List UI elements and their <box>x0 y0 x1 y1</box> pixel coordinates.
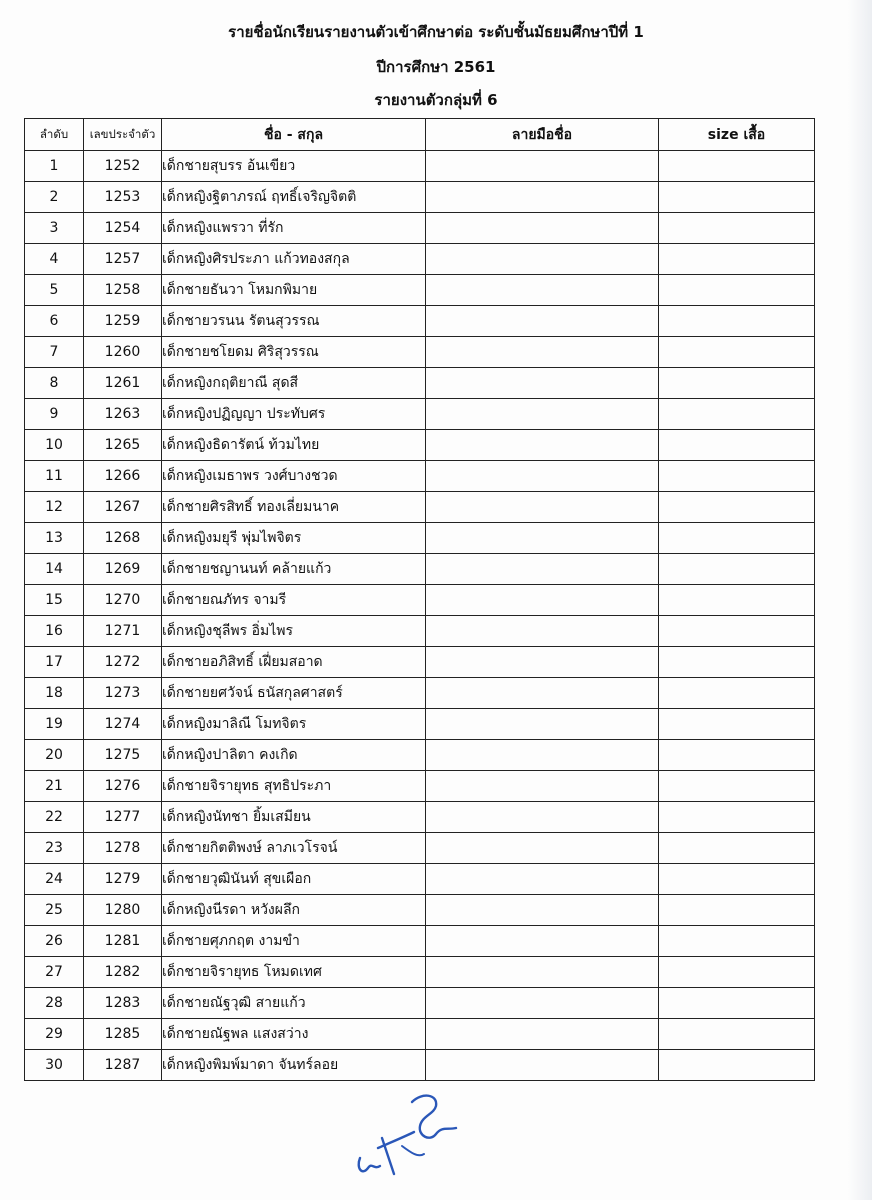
table-row <box>25 306 815 337</box>
table-header-row <box>25 119 815 151</box>
signature-cell <box>426 740 659 771</box>
table-row <box>25 399 815 430</box>
signature-cell <box>426 523 659 554</box>
signature-cell <box>426 678 659 709</box>
row-number: 9 <box>25 399 84 430</box>
shirt-size-cell <box>659 988 815 1019</box>
shirt-size-cell <box>659 244 815 275</box>
shirt-size-cell <box>659 151 815 182</box>
shirt-size-cell <box>659 430 815 461</box>
student-name: เด็กชายวรนน รัตนสุวรรณ <box>162 306 426 337</box>
table-row <box>25 430 815 461</box>
shirt-size-cell <box>659 492 815 523</box>
signature-cell <box>426 926 659 957</box>
signature-cell <box>426 554 659 585</box>
student-name: เด็กหญิงพิมพ์มาดา จันทร์ลอย <box>162 1050 426 1081</box>
row-number: 8 <box>25 368 84 399</box>
row-number: 10 <box>25 430 84 461</box>
student-id: 1275 <box>84 740 162 771</box>
row-number: 5 <box>25 275 84 306</box>
student-name: เด็กหญิงกฤติยาณี สุดสี <box>162 368 426 399</box>
student-id: 1278 <box>84 833 162 864</box>
row-number: 29 <box>25 1019 84 1050</box>
signature-cell <box>426 802 659 833</box>
signature-cell <box>426 213 659 244</box>
signature-cell <box>426 709 659 740</box>
signature-cell <box>426 647 659 678</box>
student-name: เด็กชายณัฐพล แสงสว่าง <box>162 1019 426 1050</box>
header-id: เลขประจำตัว <box>84 119 162 151</box>
row-number: 21 <box>25 771 84 802</box>
header-size: size เสื้อ <box>659 119 815 151</box>
shirt-size-cell <box>659 523 815 554</box>
student-name: เด็กชายชโยดม ศิริสุวรรณ <box>162 337 426 368</box>
student-name: เด็กชายศิรสิทธิ์ ทองเลี่ยมนาค <box>162 492 426 523</box>
student-id: 1260 <box>84 337 162 368</box>
document-title: รายชื่อนักเรียนรายงานตัวเข้าศึกษาต่อ ระดับชั้นมัธยมศึกษาปีที่ 1 <box>228 23 644 41</box>
student-id: 1287 <box>84 1050 162 1081</box>
table-row <box>25 492 815 523</box>
student-id: 1280 <box>84 895 162 926</box>
signature-cell <box>426 957 659 988</box>
shirt-size-cell <box>659 926 815 957</box>
shirt-size-cell <box>659 1019 815 1050</box>
signature-cell <box>426 306 659 337</box>
shirt-size-cell <box>659 182 815 213</box>
row-number: 7 <box>25 337 84 368</box>
signature-cell <box>426 430 659 461</box>
header-signature: ลายมือชื่อ <box>426 119 659 151</box>
student-id: 1267 <box>84 492 162 523</box>
student-name: เด็กหญิงแพรวา ที่รัก <box>162 213 426 244</box>
signature-cell <box>426 492 659 523</box>
student-name: เด็กชายธันวา โหมกพิมาย <box>162 275 426 306</box>
row-number: 26 <box>25 926 84 957</box>
table-row <box>25 616 815 647</box>
student-name: เด็กชายณภัทร จามรี <box>162 585 426 616</box>
student-id: 1269 <box>84 554 162 585</box>
signature-cell <box>426 833 659 864</box>
shirt-size-cell <box>659 740 815 771</box>
student-name: เด็กชายวุฒินันท์ สุขเผือก <box>162 864 426 895</box>
student-name: เด็กหญิงธิดารัตน์ ท้วมไทย <box>162 430 426 461</box>
header-name: ชื่อ - สกุล <box>162 119 426 151</box>
row-number: 28 <box>25 988 84 1019</box>
student-name: เด็กชายจิรายุทธ สุทธิประภา <box>162 771 426 802</box>
student-name: เด็กชายสุบรร อ้นเขียว <box>162 151 426 182</box>
student-id: 1283 <box>84 988 162 1019</box>
row-number: 11 <box>25 461 84 492</box>
shirt-size-cell <box>659 337 815 368</box>
shirt-size-cell <box>659 554 815 585</box>
row-number: 1 <box>25 151 84 182</box>
student-name: เด็กหญิงนัทชา ยิ้มเสมียน <box>162 802 426 833</box>
handwritten-signature <box>352 1088 462 1180</box>
table-row <box>25 213 815 244</box>
signature-cell <box>426 864 659 895</box>
table-row <box>25 182 815 213</box>
table-row <box>25 957 815 988</box>
signature-cell <box>426 771 659 802</box>
signature-cell <box>426 895 659 926</box>
shirt-size-cell <box>659 647 815 678</box>
table-row <box>25 461 815 492</box>
shirt-size-cell <box>659 895 815 926</box>
student-id: 1272 <box>84 647 162 678</box>
student-name: เด็กหญิงนีรดา หวังผลึก <box>162 895 426 926</box>
row-number: 19 <box>25 709 84 740</box>
signature-cell <box>426 182 659 213</box>
student-id: 1261 <box>84 368 162 399</box>
shirt-size-cell <box>659 585 815 616</box>
row-number: 30 <box>25 1050 84 1081</box>
row-number: 18 <box>25 678 84 709</box>
row-number: 3 <box>25 213 84 244</box>
row-number: 22 <box>25 802 84 833</box>
student-name: เด็กชายกิตติพงษ์ ลาภเวโรจน์ <box>162 833 426 864</box>
signature-cell <box>426 1019 659 1050</box>
table-row <box>25 244 815 275</box>
table-row <box>25 895 815 926</box>
student-id: 1259 <box>84 306 162 337</box>
signature-cell <box>426 585 659 616</box>
row-number: 17 <box>25 647 84 678</box>
table-row <box>25 368 815 399</box>
row-number: 16 <box>25 616 84 647</box>
row-number: 14 <box>25 554 84 585</box>
shirt-size-cell <box>659 399 815 430</box>
signature-cell <box>426 151 659 182</box>
student-name: เด็กหญิงชุลีพร อิ่มไพร <box>162 616 426 647</box>
shirt-size-cell <box>659 957 815 988</box>
shirt-size-cell <box>659 864 815 895</box>
student-id: 1253 <box>84 182 162 213</box>
row-number: 25 <box>25 895 84 926</box>
row-number: 12 <box>25 492 84 523</box>
shirt-size-cell <box>659 771 815 802</box>
student-id: 1273 <box>84 678 162 709</box>
table-row <box>25 337 815 368</box>
student-name: เด็กหญิงเมธาพร วงศ์บางชวด <box>162 461 426 492</box>
student-id: 1254 <box>84 213 162 244</box>
row-number: 27 <box>25 957 84 988</box>
table-row <box>25 802 815 833</box>
student-id: 1271 <box>84 616 162 647</box>
row-number: 4 <box>25 244 84 275</box>
table-row <box>25 988 815 1019</box>
roster-body <box>25 151 815 1081</box>
table-row <box>25 523 815 554</box>
shirt-size-cell <box>659 306 815 337</box>
table-row <box>25 833 815 864</box>
signature-cell <box>426 337 659 368</box>
student-id: 1268 <box>84 523 162 554</box>
header-no: ลำดับ <box>25 119 84 151</box>
student-id: 1263 <box>84 399 162 430</box>
table-row <box>25 1019 815 1050</box>
table-row <box>25 554 815 585</box>
signature-cell <box>426 399 659 430</box>
student-id: 1266 <box>84 461 162 492</box>
table-row <box>25 678 815 709</box>
student-name: เด็กชายชญานนท์ คล้ายแก้ว <box>162 554 426 585</box>
table-row <box>25 151 815 182</box>
table-row <box>25 647 815 678</box>
student-name: เด็กชายอภิสิทธิ์ เฝี่ยมสอาด <box>162 647 426 678</box>
table-row <box>25 585 815 616</box>
row-number: 24 <box>25 864 84 895</box>
student-name: เด็กชายศุภกฤต งามขำ <box>162 926 426 957</box>
table-row <box>25 1050 815 1081</box>
student-id: 1282 <box>84 957 162 988</box>
student-id: 1252 <box>84 151 162 182</box>
student-id: 1265 <box>84 430 162 461</box>
student-id: 1274 <box>84 709 162 740</box>
row-number: 15 <box>25 585 84 616</box>
shirt-size-cell <box>659 461 815 492</box>
table-row <box>25 709 815 740</box>
row-number: 6 <box>25 306 84 337</box>
student-id: 1270 <box>84 585 162 616</box>
shirt-size-cell <box>659 616 815 647</box>
student-name: เด็กหญิงฐิตาภรณ์ ฤทธิ์เจริญจิตติ <box>162 182 426 213</box>
student-roster-table <box>24 118 815 1081</box>
signature-cell <box>426 244 659 275</box>
scan-edge-shadow <box>848 0 872 1200</box>
shirt-size-cell <box>659 833 815 864</box>
row-number: 2 <box>25 182 84 213</box>
table-row <box>25 771 815 802</box>
student-name: เด็กหญิงมาลิณี โมทจิตร <box>162 709 426 740</box>
row-number: 13 <box>25 523 84 554</box>
student-id: 1281 <box>84 926 162 957</box>
row-number: 20 <box>25 740 84 771</box>
signature-cell <box>426 368 659 399</box>
student-id: 1276 <box>84 771 162 802</box>
table-row <box>25 740 815 771</box>
student-id: 1257 <box>84 244 162 275</box>
signature-cell <box>426 1050 659 1081</box>
student-name: เด็กหญิงปฏิญญา ประทับศร <box>162 399 426 430</box>
student-name: เด็กชายจิรายุทธ โหมดเทศ <box>162 957 426 988</box>
signature-cell <box>426 988 659 1019</box>
signature-cell <box>426 275 659 306</box>
student-name: เด็กชายณัฐวุฒิ สายแก้ว <box>162 988 426 1019</box>
student-name: เด็กหญิงมยุรี พุ่มไพจิตร <box>162 523 426 554</box>
shirt-size-cell <box>659 213 815 244</box>
student-name: เด็กหญิงปาลิตา คงเกิด <box>162 740 426 771</box>
student-id: 1285 <box>84 1019 162 1050</box>
student-id: 1258 <box>84 275 162 306</box>
table-row <box>25 926 815 957</box>
row-number: 23 <box>25 833 84 864</box>
signature-cell <box>426 616 659 647</box>
student-id: 1277 <box>84 802 162 833</box>
shirt-size-cell <box>659 802 815 833</box>
shirt-size-cell <box>659 275 815 306</box>
table-row <box>25 275 815 306</box>
shirt-size-cell <box>659 368 815 399</box>
student-name: เด็กชายยศวัจน์ ธนัสกุลศาสตร์ <box>162 678 426 709</box>
signature-cell <box>426 461 659 492</box>
student-id: 1279 <box>84 864 162 895</box>
shirt-size-cell <box>659 678 815 709</box>
shirt-size-cell <box>659 1050 815 1081</box>
shirt-size-cell <box>659 709 815 740</box>
student-name: เด็กหญิงศิรประภา แก้วทองสกุล <box>162 244 426 275</box>
table-row <box>25 864 815 895</box>
group-label: รายงานตัวกลุ่มที่ 6 <box>374 91 498 109</box>
academic-year: ปีการศึกษา 2561 <box>376 58 496 76</box>
